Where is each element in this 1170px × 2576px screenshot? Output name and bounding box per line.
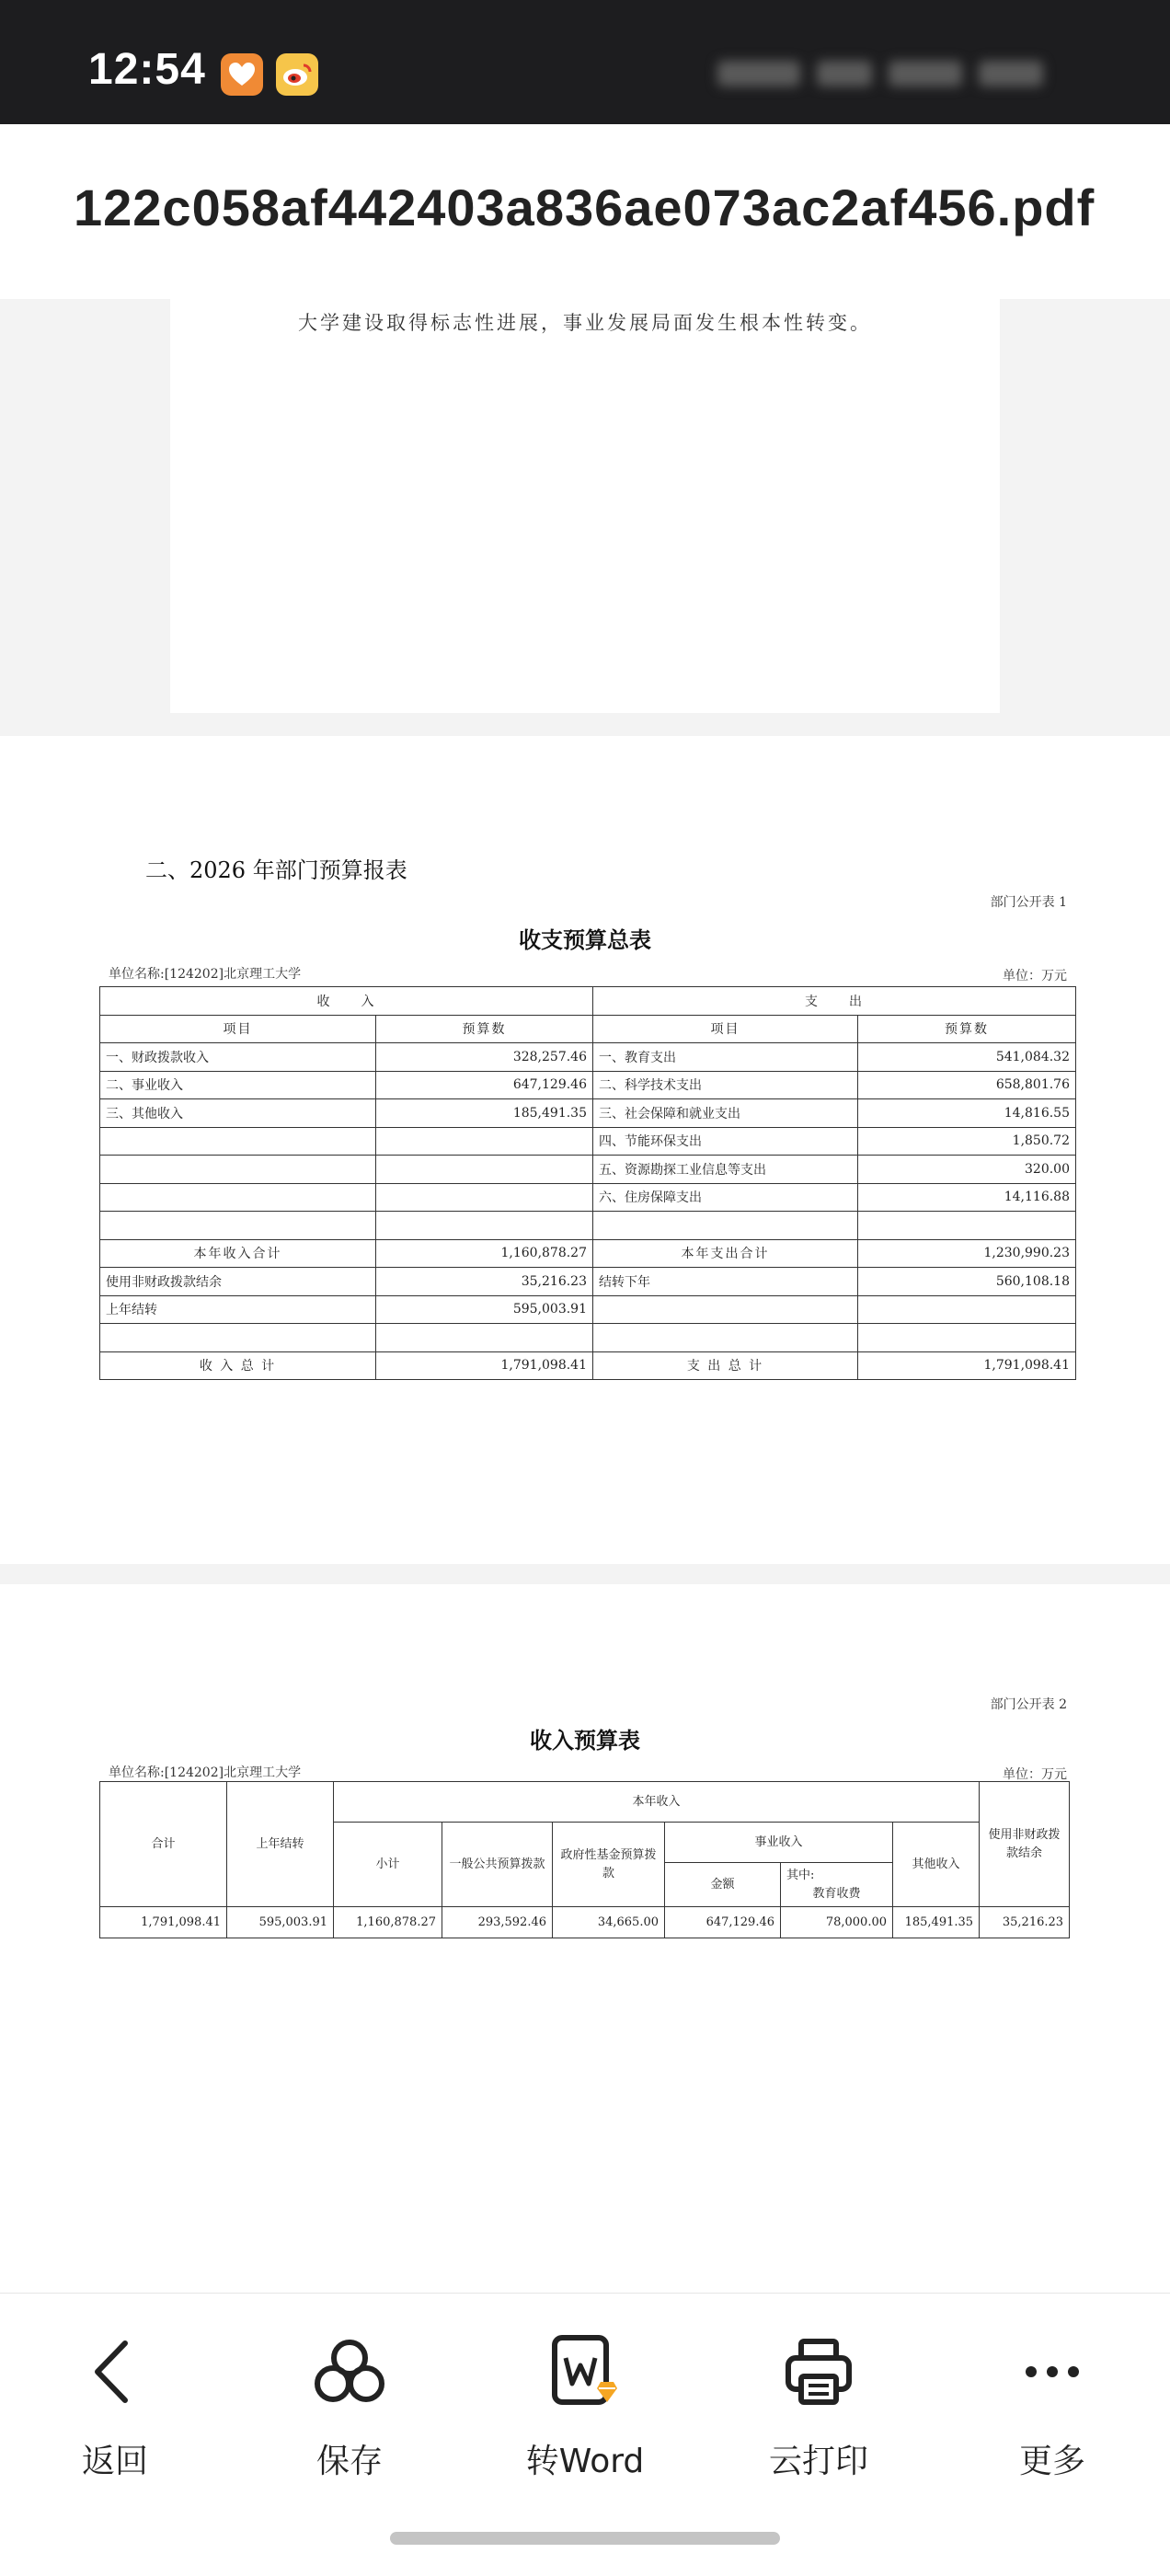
cell — [100, 1324, 376, 1352]
value-general-budget: 293,592.46 — [442, 1907, 553, 1938]
section-heading: 二、2026 年部门预算报表 — [145, 857, 407, 883]
header-carryover: 上年结转 — [227, 1782, 334, 1907]
table-row — [100, 1907, 1070, 1938]
cell: 二、科学技术支出 — [593, 1071, 858, 1099]
printer-icon — [777, 2330, 860, 2413]
cell: 二、事业收入 — [100, 1071, 376, 1099]
expense-total-amount: 1,791,098.41 — [858, 1351, 1076, 1380]
more-dots-icon — [1011, 2330, 1094, 2413]
value-carryover: 595,003.91 — [227, 1907, 334, 1938]
header-edu-fee: 教育收费 — [812, 1886, 861, 1901]
header-total: 合计 — [100, 1782, 227, 1907]
heart-app-icon — [221, 53, 263, 96]
unit-label: 单位：万元 — [1003, 1767, 1067, 1782]
header-general-budget: 一般公共预算拨款 — [442, 1823, 553, 1907]
cloud-print-label: 云打印 — [768, 2443, 868, 2480]
pdf-page-1 — [170, 299, 1000, 713]
cell: 上年结转 — [100, 1295, 376, 1324]
value-amount: 647,129.46 — [665, 1907, 781, 1938]
cell: 595,003.91 — [376, 1295, 593, 1324]
income-subtotal-label: 本年收入合计 — [100, 1239, 376, 1268]
cell — [100, 1183, 376, 1212]
expense-total-label: 支 出 总 计 — [593, 1351, 858, 1380]
pdf-page-2 — [0, 736, 1170, 1564]
table-row — [100, 1043, 1076, 1072]
income-total-label: 收 入 总 计 — [100, 1351, 376, 1380]
cell: 五、资源勘探工业信息等支出 — [593, 1156, 858, 1184]
budget-summary-table — [99, 986, 1076, 1380]
title-bar — [0, 124, 1170, 299]
income-subtotal-amount: 1,160,878.27 — [376, 1239, 593, 1268]
cell: 三、其他收入 — [100, 1099, 376, 1128]
cell: 647,129.46 — [376, 1071, 593, 1099]
cell — [593, 1295, 858, 1324]
cell — [593, 1324, 858, 1352]
table-row — [100, 1183, 1076, 1212]
value-subtotal: 1,160,878.27 — [334, 1907, 442, 1938]
col-item: 项目 — [100, 1015, 376, 1043]
word-convert-icon — [544, 2330, 626, 2413]
table-header-row — [100, 987, 1076, 1016]
unit-label: 单位：万元 — [1003, 969, 1067, 983]
weibo-app-icon — [276, 53, 318, 96]
cell — [858, 1212, 1076, 1240]
expense-subtotal-label: 本年支出合计 — [593, 1239, 858, 1268]
table-row — [100, 1324, 1076, 1352]
value-total: 1,791,098.41 — [100, 1907, 227, 1938]
table-row — [100, 1156, 1076, 1184]
header-amount: 金额 — [665, 1863, 781, 1907]
cell — [100, 1127, 376, 1156]
back-label: 返回 — [81, 2443, 148, 2480]
cell: 328,257.46 — [376, 1043, 593, 1072]
header-gov-fund: 政府性基金预算拨款 — [553, 1823, 665, 1907]
table-row — [100, 1099, 1076, 1128]
expense-subtotal-amount: 1,230,990.23 — [858, 1239, 1076, 1268]
cell — [858, 1295, 1076, 1324]
income-budget-table — [99, 1781, 1070, 1938]
expense-header: 支 出 — [593, 987, 1076, 1016]
cell: 四、节能环保支出 — [593, 1127, 858, 1156]
table-row — [100, 1212, 1076, 1240]
back-button[interactable] — [23, 2330, 207, 2496]
pdf-page-3 — [0, 1584, 1170, 2293]
cell: 使用非财政拨款结余 — [100, 1268, 376, 1296]
save-label: 保存 — [315, 2443, 383, 2480]
table-number: 部门公开表 2 — [990, 1697, 1067, 1712]
header-business-income: 事业收入 — [665, 1823, 893, 1863]
cell: 658,801.76 — [858, 1071, 1076, 1099]
table-row — [100, 1127, 1076, 1156]
to-word-button[interactable] — [493, 2330, 677, 2496]
header-other-income: 其他收入 — [893, 1823, 980, 1907]
back-arrow-icon — [74, 2330, 156, 2413]
table-subheader-row — [100, 1015, 1076, 1043]
value-other-income: 185,491.35 — [893, 1907, 980, 1938]
cell — [376, 1156, 593, 1184]
header-edu-fee-cell — [781, 1863, 893, 1907]
header-subtotal: 小计 — [334, 1823, 442, 1907]
cell — [858, 1324, 1076, 1352]
cell — [376, 1212, 593, 1240]
cell — [376, 1183, 593, 1212]
cell: 1,850.72 — [858, 1127, 1076, 1156]
value-gov-fund: 34,665.00 — [553, 1907, 665, 1938]
cloud-print-button[interactable] — [727, 2330, 911, 2496]
cell: 一、教育支出 — [593, 1043, 858, 1072]
cell: 六、住房保障支出 — [593, 1183, 858, 1212]
unit-name: 单位名称:[124202]北京理工大学 — [109, 967, 302, 982]
table-row — [100, 1071, 1076, 1099]
header-this-year: 本年收入 — [334, 1782, 980, 1823]
cell: 35,216.23 — [376, 1268, 593, 1296]
document-title: 122c058af442403a836ae073ac2af456.pdf — [74, 178, 1095, 236]
col-item: 项目 — [593, 1015, 858, 1043]
cell: 三、社会保障和就业支出 — [593, 1099, 858, 1128]
table-title: 收支预算总表 — [519, 927, 651, 953]
value-non-fiscal: 35,216.23 — [980, 1907, 1070, 1938]
cell: 185,491.35 — [376, 1099, 593, 1128]
total-row — [100, 1351, 1076, 1380]
page-1-text: 大学建设取得标志性进展，事业发展局面发生根本性转变。 — [298, 312, 872, 334]
col-amount: 预算数 — [376, 1015, 593, 1043]
status-time: 12:54 — [88, 45, 206, 94]
header-non-fiscal: 使用非财政拨款结余 — [980, 1782, 1070, 1907]
col-amount: 预算数 — [858, 1015, 1076, 1043]
header-row-1 — [100, 1782, 1070, 1823]
more-button[interactable] — [960, 2330, 1144, 2496]
cell — [593, 1212, 858, 1240]
cell: 14,816.55 — [858, 1099, 1076, 1128]
cell — [376, 1127, 593, 1156]
status-icons-blurred — [717, 55, 1095, 92]
unit-name: 单位名称:[124202]北京理工大学 — [109, 1765, 302, 1780]
cell: 541,084.32 — [858, 1043, 1076, 1072]
cell — [100, 1156, 376, 1184]
cell: 一、财政拨款收入 — [100, 1043, 376, 1072]
value-edu-fee: 78,000.00 — [781, 1907, 893, 1938]
more-label: 更多 — [1018, 2443, 1085, 2480]
header-of-which: 其中: — [786, 1868, 815, 1882]
income-header: 收 入 — [100, 987, 593, 1016]
save-cloud-icon — [308, 2330, 391, 2413]
cell: 320.00 — [858, 1156, 1076, 1184]
cell: 14,116.88 — [858, 1183, 1076, 1212]
table-number: 部门公开表 1 — [990, 895, 1067, 910]
status-bar — [0, 0, 1170, 124]
income-total-amount: 1,791,098.41 — [376, 1351, 593, 1380]
subtotal-row — [100, 1239, 1076, 1268]
to-word-label: 转Word — [525, 2443, 645, 2480]
home-indicator[interactable] — [390, 2532, 780, 2545]
cell — [376, 1324, 593, 1352]
table-row — [100, 1295, 1076, 1324]
save-button[interactable] — [258, 2330, 442, 2496]
cell: 560,108.18 — [858, 1268, 1076, 1296]
cell — [100, 1212, 376, 1240]
table-title: 收入预算表 — [530, 1728, 640, 1754]
table-row — [100, 1268, 1076, 1296]
cell: 结转下年 — [593, 1268, 858, 1296]
